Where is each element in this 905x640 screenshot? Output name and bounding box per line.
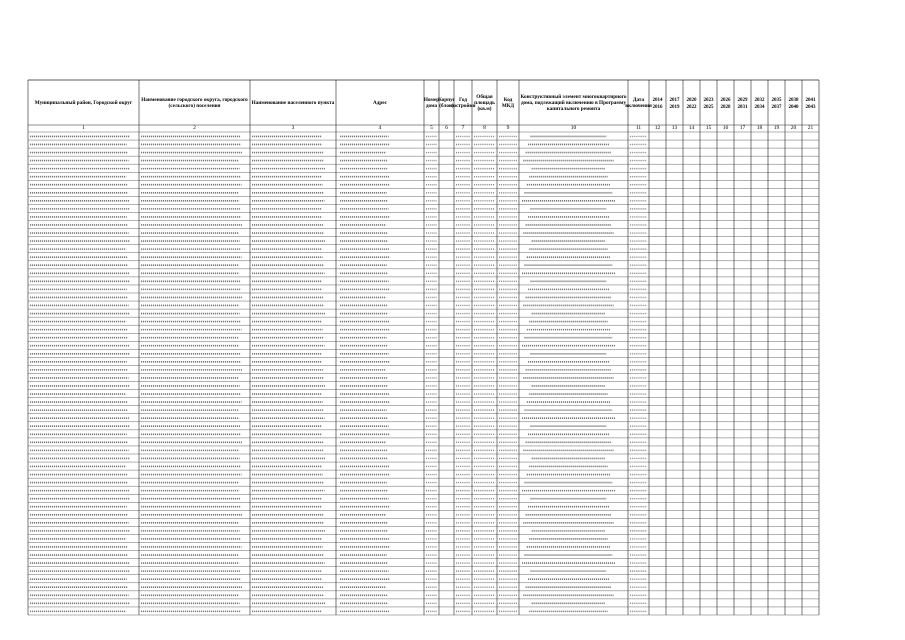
year-header-bottom: 2025 <box>703 105 714 110</box>
year-header-top: 2020 <box>686 98 697 103</box>
header-area: Общая площадь (кв.м) <box>474 93 495 112</box>
column-number: 5 <box>430 125 433 131</box>
year-header-top: 2026 <box>720 98 731 103</box>
year-header-top: 2038 <box>788 98 799 103</box>
column-number: 16 <box>722 125 729 131</box>
year-header-top: 2041 <box>805 98 816 103</box>
column-number: 13 <box>671 125 678 131</box>
column-number: 8 <box>483 125 486 131</box>
column-number: 15 <box>705 125 712 131</box>
year-header-bottom: 2031 <box>737 105 748 110</box>
column-number: 4 <box>378 125 382 131</box>
header-locality: Наименование населенного пункта <box>251 99 335 106</box>
year-header-top: 2035 <box>771 98 782 103</box>
header-settlement: Наименование городского округа, городского (сельского) поселения <box>141 96 248 109</box>
column-number: 11 <box>635 125 642 131</box>
column-number: 9 <box>506 125 510 131</box>
year-header-bottom: 2043 <box>805 105 816 110</box>
year-header-top: 2014 <box>652 98 663 103</box>
column-number: 1 <box>82 125 85 131</box>
header-element: Конструктивный элемент многоквартирного дома, подлежащий включению в Программу капитального ремонта <box>520 93 627 112</box>
column-number: 10 <box>570 125 577 131</box>
year-header-bottom: 2016 <box>652 105 663 110</box>
column-number: 12 <box>654 125 661 131</box>
year-header-bottom: 2034 <box>754 105 765 110</box>
column-number: 6 <box>445 125 448 131</box>
year-header-top: 2029 <box>737 98 748 103</box>
year-header-bottom: 2019 <box>669 105 680 110</box>
header-mkd-code: Код МКД <box>501 96 515 109</box>
year-header-bottom: 2022 <box>686 105 697 110</box>
header-address: Адрес <box>373 99 387 106</box>
column-number: 7 <box>461 125 465 131</box>
column-number: 21 <box>807 125 814 131</box>
header-building: Корпус (блок) <box>438 96 455 109</box>
year-header-bottom: 2037 <box>771 105 782 110</box>
year-header-top: 2017 <box>669 98 680 103</box>
year-header-bottom: 2040 <box>788 105 799 110</box>
year-header-top: 2023 <box>703 98 714 103</box>
column-number: 20 <box>790 125 797 131</box>
column-number: 14 <box>688 125 695 131</box>
header-year-built: Год постройки <box>450 96 476 109</box>
year-header-top: 2032 <box>754 98 765 103</box>
column-number: 17 <box>739 125 746 131</box>
header-house: Номер дома <box>423 96 440 109</box>
header-inclusion-date: Дата включения <box>625 96 652 109</box>
column-number: 3 <box>291 125 295 131</box>
column-number: 19 <box>773 125 780 131</box>
column-number: 2 <box>193 125 196 131</box>
column-number: 18 <box>756 125 763 131</box>
year-header-bottom: 2028 <box>720 105 731 110</box>
header-municipality: Муниципальный район, Городской округ <box>34 99 133 106</box>
